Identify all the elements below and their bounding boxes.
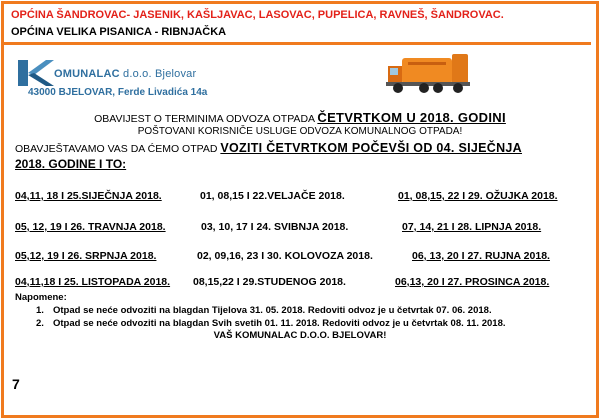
notes-label: Napomene: <box>15 292 67 303</box>
schedule-july: 05,12, 19 I 26. SRPNJA 2018. <box>15 250 157 262</box>
schedule-june: 07, 14, 21 I 28. LIPNJA 2018. <box>402 221 542 233</box>
signature: VAŠ KOMUNALAC D.O.O. BJELOVAR! <box>213 330 387 341</box>
schedule-december: 06,13, 20 I 27. PROSINCA 2018. <box>395 276 550 288</box>
schedule-january: 04,11, 18 I 25.SIJEČNJA 2018. <box>15 190 162 202</box>
notice-title-prefix: OBAVIJEST O TERMINIMA ODVOZA OTPADA <box>94 113 315 125</box>
intro-emphasis: VOZITI ČETVRTKOM POČEVŠI OD 04. SIJEČNJA <box>220 141 523 155</box>
page-frame <box>1 1 599 418</box>
header-municipality-velika-pisanica: OPĆINA VELIKA PISANICA - RIBNJAČKA <box>11 26 227 38</box>
schedule-september: 06, 13, 20 I 27. RUJNA 2018. <box>412 250 550 262</box>
note-text: Otpad se neće odvoziti na blagdan Tijelova 31. 05. 2018. Redoviti odvoz je u četvrtak 07. 06. 2018. <box>53 305 492 316</box>
logo-name-text: OMUNALAC <box>54 68 120 80</box>
logo-k-icon <box>16 58 56 88</box>
notice-title <box>0 110 600 125</box>
header-municipality-sandrovac: OPĆINA ŠANDROVAC- JASENIK, KAŠLJAVAC, LASOVAC, PUPELICA, RAVNEŠ, ŠANDROVAC. <box>11 9 504 21</box>
schedule-march: 01, 08,15, 22 I 29. OŽUJKA 2018. <box>398 190 558 202</box>
intro-paragraph <box>15 141 585 173</box>
note-number: 1. <box>36 305 44 316</box>
logo-company-name <box>54 68 196 80</box>
header-box <box>3 3 591 45</box>
notice-title-emphasis: ČETVRTKOM U 2018. GODINI <box>317 110 506 125</box>
schedule-october: 04,11,18 I 25. LISTOPADA 2018. <box>15 276 171 288</box>
note-text: Otpad se neće odvoziti na blagdan Svih svetih 01. 11. 2018. Redoviti odvoz je u četvrtak 08. 11. 2018. <box>53 318 506 329</box>
schedule-august: 02, 09,16, 23 I 30. KOLOVOZA 2018. <box>197 250 373 262</box>
intro-continuation: 2018. GODINE I TO: <box>15 157 127 171</box>
schedule-april: 05, 12, 19 I 26. TRAVNJA 2018. <box>15 221 166 233</box>
logo-suffix: d.o.o. Bjelovar <box>123 68 197 80</box>
schedule-february: 01, 08,15 I 22.VELJAČE 2018. <box>200 190 345 202</box>
schedule-may: 03, 10, 17 I 24. SVIBNJA 2018. <box>201 221 349 233</box>
logo-address: 43000 BJELOVAR, Ferde Livadića 14a <box>28 87 208 98</box>
intro-prefix: OBAVJEŠTAVAMO VAS DA ĆEMO OTPAD <box>15 143 218 155</box>
note-number: 2. <box>36 318 44 329</box>
page-number: 7 <box>12 376 20 392</box>
greeting: POŠTOVANI KORISNIČE USLUGE ODVOZA KOMUNALNOG OTPADA! <box>137 126 463 137</box>
garbage-truck-icon <box>386 48 470 96</box>
schedule-november: 08,15,22 I 29.STUDENOG 2018. <box>193 276 346 288</box>
